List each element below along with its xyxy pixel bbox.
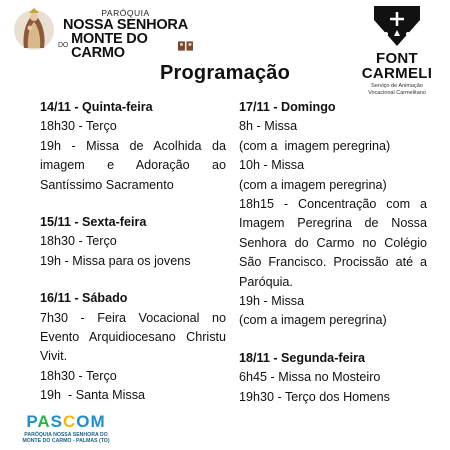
pascom-letter: P [26,412,38,431]
parish-name-line2-row [58,32,193,60]
schedule-line: 8h - Missa [239,119,298,134]
schedule-line: Evento Arquidiocesano Christu [40,330,226,345]
pascom-letter: A [37,412,51,431]
day-title: 18/11 - Segunda-feira [239,350,365,365]
schedule-line: (com a imagem peregrina) [239,313,387,328]
parish-logo [8,4,188,61]
schedule-line: imagem e Adoração ao [40,158,226,173]
schedule-left-column [40,98,226,406]
schedule-line: 10h - Missa [239,158,305,173]
day-block [40,98,226,195]
schedule-line: 18h15 - Concentração com a [239,197,427,212]
pascom-letter: C [63,412,77,431]
schedule-line: 19h - Santa Missa [40,388,145,403]
schedule-line: Vivit. [40,349,68,364]
schedule-line: 19h - Missa [239,294,305,309]
schedule-line: (com a imagem peregrina) [239,138,391,153]
schedule-line: 19h - Missa para os jovens [40,253,191,268]
schedule-line: Paróquia. [239,274,293,289]
schedule-line: 18h30 - Terço [40,234,117,249]
schedule-line: (com a imagem peregrina) [239,177,387,192]
day-block [40,289,226,405]
schedule-line: 6h45 - Missa no Mosteiro [239,370,381,385]
our-lady-image-icon [8,4,58,52]
pascom-subtitle [6,432,126,444]
parish-name-line2: MONTE DO CARMO [71,31,148,61]
schedule-line: 7h30 - Feira Vocacional no [40,310,226,325]
day-title: 16/11 - Sábado [40,291,128,306]
day-title: 14/11 - Quinta-feira [40,100,153,114]
schedule-line: Imagem Peregrina de Nossa [239,216,427,231]
schedule-line: Senhora do Carmo no Colégio [239,235,427,250]
schedule-line: São Francisco. Procissão até a [239,255,427,270]
day-block [239,349,427,407]
fontcarmeli-subtitle-line1: Serviço de Animação [371,83,423,89]
day-block [239,98,427,331]
schedule-line: 18h30 - Terço [40,368,117,383]
schedule-right-column [239,98,427,407]
pascom-letter: S [50,412,64,431]
pascom-subtitle-line1: PARÓQUIA NOSSA SENHORA DO [24,432,108,438]
day-title: 15/11 - Sexta-feira [40,215,147,230]
page-title: Programação [159,62,291,84]
schedule-line: 18h30 - Terço [40,119,117,134]
parish-connector: DO [58,42,69,49]
parish-name-line1: NOSSA SENHORA [63,17,188,33]
fontcarmeli-subtitle-line2: Vocacional Carmelitano [368,89,426,96]
schedule-line: 19h30 - Terço dos Homens [239,389,390,404]
pascom-logo [6,410,126,448]
day-block [40,213,226,271]
pascom-wordmark [8,412,124,432]
parish-label: PARÓQUIA [101,8,150,18]
pascom-letter: OM [76,412,106,431]
saints-images-icon [178,40,193,52]
day-title: 17/11 - Domingo [239,100,336,114]
carmel-shield-icon [368,4,426,48]
schedule-line: 19h - Missa de Acolhida da [40,138,226,153]
pascom-subtitle-line2: MONTE DO CARMO - PALMAS (TO) [22,438,110,444]
fontcarmeli-title: FONT CARMELI [361,50,433,82]
schedule-line: Santíssimo Sacramento [40,177,174,192]
